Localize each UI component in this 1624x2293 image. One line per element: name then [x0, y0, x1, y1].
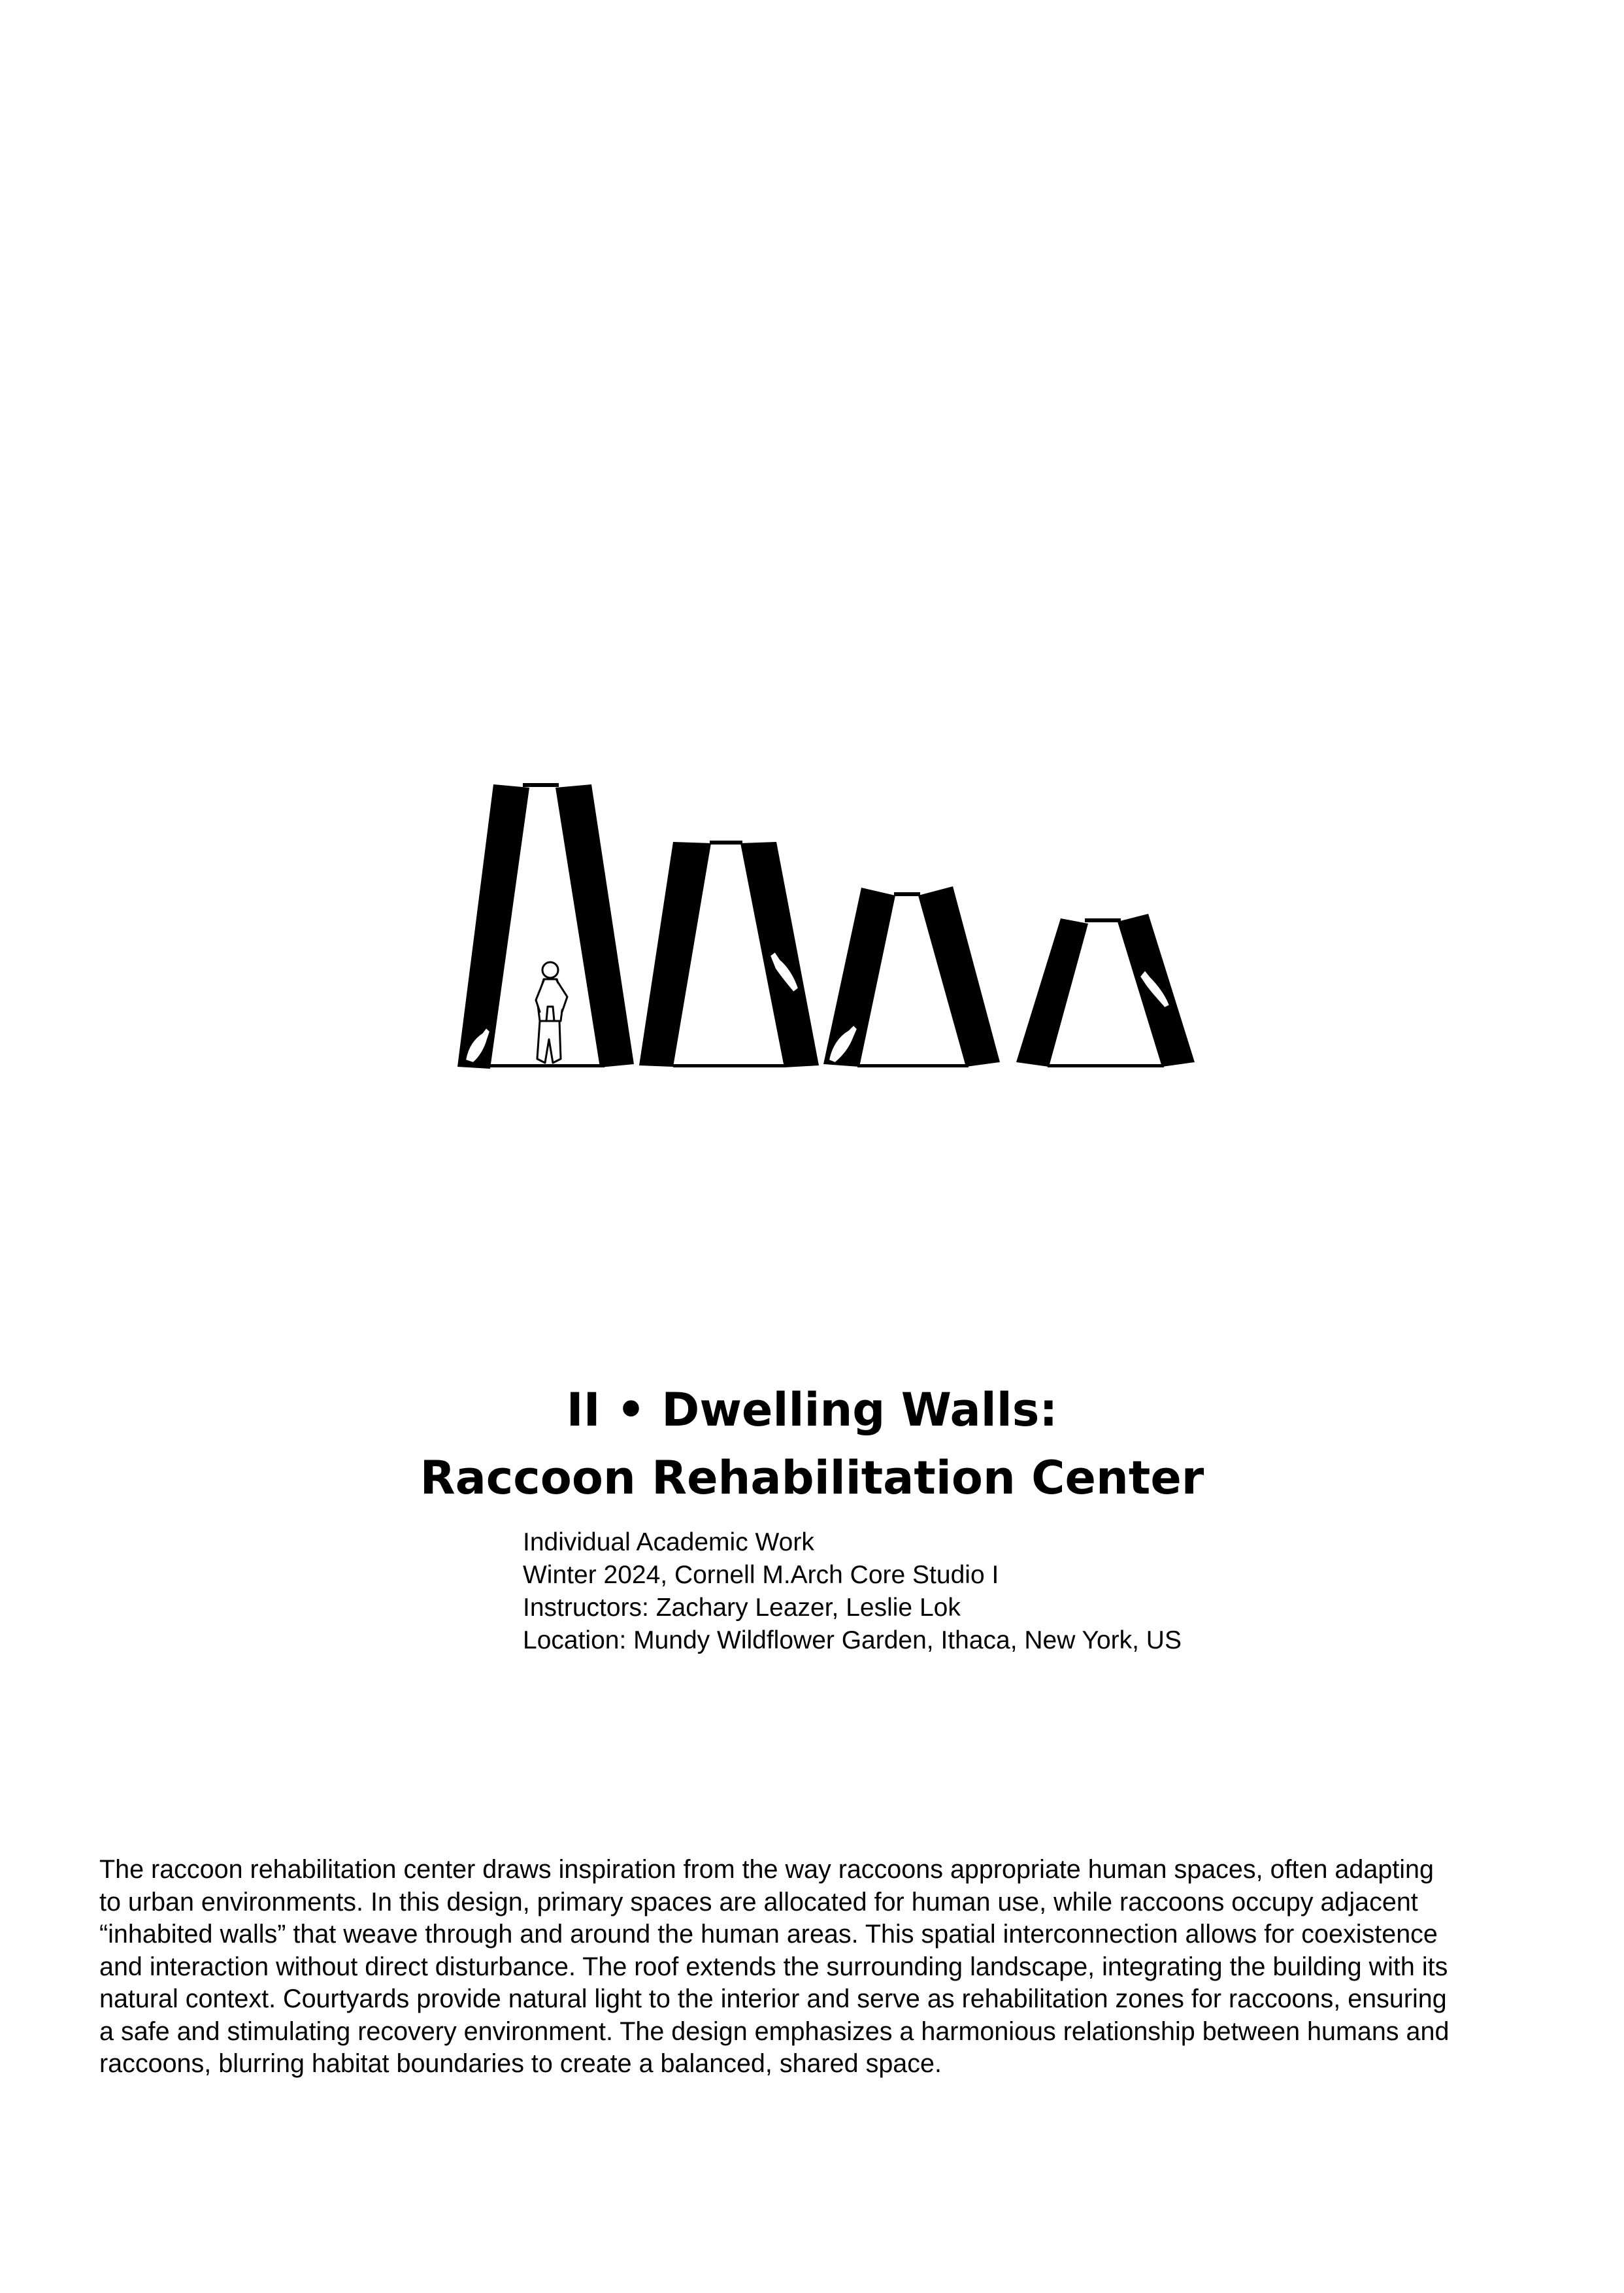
meta-line-course: Winter 2024, Cornell M.Arch Core Studio I	[523, 1561, 999, 1589]
project-title	[0, 1376, 1624, 1512]
wall-frame-2	[639, 841, 819, 1067]
human-figure	[536, 962, 567, 1063]
description-line: and interaction without direct disturbance. The roof extends the surrounding landscape, integrating the building with its	[99, 1952, 1448, 1981]
description-line: raccoons, blurring habitat boundaries to create a balanced, shared space.	[99, 2049, 942, 2078]
project-meta	[523, 1526, 1182, 1657]
meta-line-location: Location: Mundy Wildflower Garden, Ithaca, New York, US	[523, 1626, 1182, 1654]
description-line: to urban environments. In this design, primary spaces are allocated for human use, while raccoons occupy adjacent	[99, 1887, 1418, 1916]
description-line: “inhabited walls” that weave through and around the human areas. This spatial interconnection allows for coexistence	[99, 1920, 1438, 1949]
description-line: The raccoon rehabilitation center draws inspiration from the way raccoons appropriate human spaces, often adapting	[99, 1855, 1434, 1884]
project-title-line-2: Raccoon Rehabilitation Center	[420, 1451, 1204, 1505]
description-line: a safe and stimulating recovery environment. The design emphasizes a harmonious relationship between humans and	[99, 2017, 1450, 2046]
project-title-line-1: II • Dwelling Walls:	[566, 1383, 1058, 1437]
project-description	[99, 1854, 1527, 2081]
description-line: natural context. Courtyards provide natural light to the interior and serve as rehabilitation zones for raccoons, ensuring	[99, 1984, 1447, 2013]
meta-line-instructors: Instructors: Zachary Leazer, Leslie Lok	[523, 1594, 961, 1622]
meta-line-work-type: Individual Academic Work	[523, 1528, 814, 1556]
wall-frame-4	[1016, 914, 1195, 1067]
